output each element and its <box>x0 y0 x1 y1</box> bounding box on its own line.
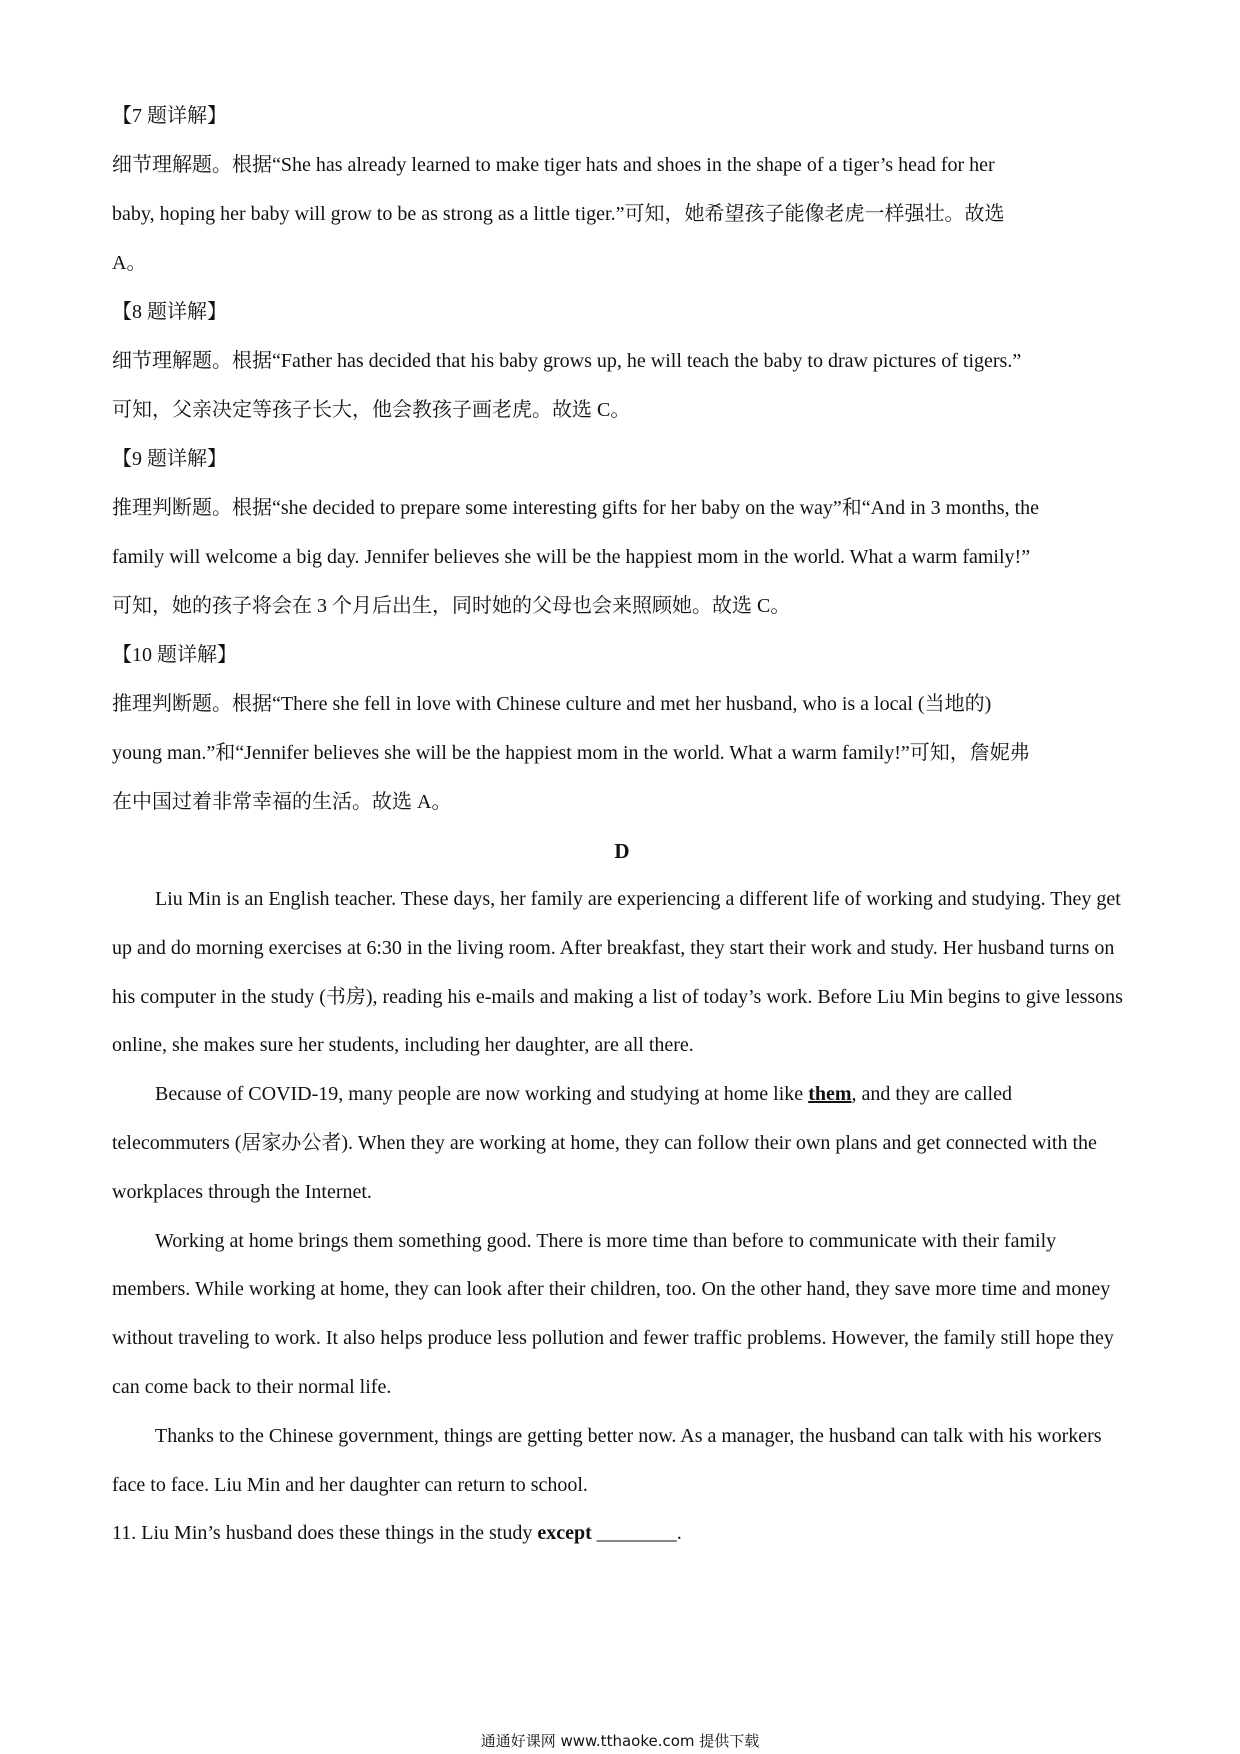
section-heading-10: 【10 题详解】 <box>112 644 237 666</box>
passage-title: D <box>614 839 630 863</box>
explanation-7-line-3: A。 <box>112 252 147 274</box>
passage-paragraph-1: Liu Min is an English teacher. These days, her family are experiencing a different life of working and studying. They get up and do morning exercises at 6:30 in the living room. After breakfast, they start their work and study. Her husband turns on his computer in the study (书房), reading his e-mails and making a list of today’s work. Before Liu Min begins to give lessons online, she makes sure her students, including her daughter, are all there. <box>112 888 1123 1057</box>
page-footer: 通通好课网 www.tthaoke.com 提供下载 <box>480 1732 760 1750</box>
explanation-10-line-2: young man.”和“Jennifer believes she will be the happiest mom in the world. What a warm family!”可知，詹妮弗 <box>112 742 1030 764</box>
emphasized-word: them <box>808 1083 852 1106</box>
passage-paragraph-3: Working at home brings them something good. There is more time than before to communicate with their family members. While working at home, they can look after their children, too. On the other hand, they save more time and money without traveling to work. It also helps produce less pollution and fewer traffic problems. However, the family still hope they can come back to their normal life. <box>112 1229 1114 1398</box>
explanation-9-line-1: 推理判断题。根据“she decided to prepare some interesting gifts for her baby on the way”和“And in 3 months, the <box>112 497 1040 519</box>
explanation-10-line-3: 在中国过着非常幸福的生活。故选 A。 <box>112 791 452 813</box>
explanation-10-line-1: 推理判断题。根据“There she fell in love with Chinese culture and met her husband, who is a local (当地的) <box>112 693 992 715</box>
passage-paragraph-4: Thanks to the Chinese government, things are getting better now. As a manager, the husband can talk with his workers face to face. Liu Min and her daughter can return to school. <box>112 1424 1102 1496</box>
passage-paragraph-2: Because of COVID-19, many people are now working and studying at home like them, and they are called telecommuters (居家办公者). When they are working at home, they can follow their own plans and get connected with the workplaces through the Internet. <box>112 1083 1097 1203</box>
explanation-8-line-1: 细节理解题。根据“Father has decided that his baby grows up, he will teach the baby to draw pictures of tigers.” <box>112 350 1022 372</box>
explanation-9-line-2: family will welcome a big day. Jennifer believes she will be the happiest mom in the world. What a warm family!” <box>112 546 1031 568</box>
document-page <box>112 92 1132 1558</box>
section-heading-7: 【7 题详解】 <box>112 105 227 127</box>
section-heading-8: 【8 题详解】 <box>112 301 227 323</box>
explanation-7-line-1: 细节理解题。根据“She has already learned to make tiger hats and shoes in the shape of a tiger’s head for her <box>112 154 995 176</box>
question-keyword: except <box>537 1522 592 1545</box>
explanation-8-line-2: 可知，父亲决定等孩子长大，他会教孩子画老虎。故选 C。 <box>112 399 631 421</box>
question-11: 11. Liu Min’s husband does these things in the study except ________. <box>112 1522 682 1545</box>
explanation-9-line-3: 可知，她的孩子将会在 3 个月后出生，同时她的父母也会来照顾她。故选 C。 <box>112 595 791 617</box>
section-heading-9: 【9 题详解】 <box>112 448 227 470</box>
explanation-7-line-2: baby, hoping her baby will grow to be as strong as a little tiger.”可知，她希望孩子能像老虎一样强壮。故选 <box>112 203 1005 225</box>
